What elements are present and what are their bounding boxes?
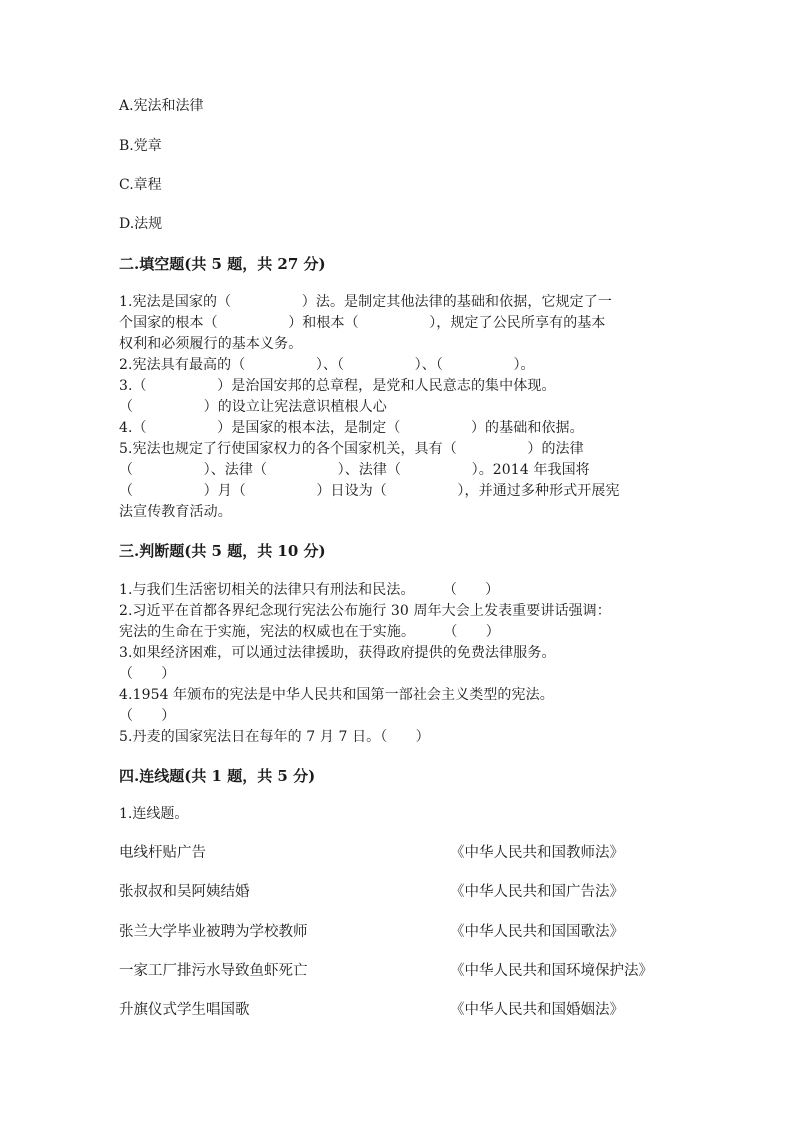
match-right-item: 《中华人民共和国教师法》 [450, 845, 624, 861]
true-false-line: 4.1954 年颁布的宪法是中华人民共和国第一部社会主义类型的宪法。 [119, 687, 554, 703]
match-right-item: 《中华人民共和国广告法》 [450, 884, 624, 900]
fill-blank-line: 权利和必须履行的基本义务。 [119, 336, 303, 352]
true-false-line: 宪法的生命在于实施，宪法的权威也在于实施。 （ ） [119, 624, 500, 640]
true-false-line: 5.丹麦的国家宪法日在每年的 7 月 7 日。（ ） [119, 729, 430, 745]
fill-blank-line: （ ）、法律（ ）、法律（ ）。2014 年我国将 [119, 462, 590, 478]
matching-question: 1.连线题。 [119, 806, 189, 822]
fill-blank-line: 4.（ ）是国家的根本法，是制定（ ）的基础和依据。 [119, 420, 584, 436]
match-left-item: 升旗仪式学生唱国歌 [119, 1002, 250, 1018]
true-false-line: 3.如果经济困难，可以通过法律援助，获得政府提供的免费法律服务。 [119, 645, 556, 661]
section-heading-matching: 四.连线题(共 1 题，共 5 分) [119, 767, 316, 785]
fill-blank-line: 法宣传教育活动。 [119, 504, 232, 520]
section-heading-true-false: 三.判断题(共 5 题，共 10 分) [119, 542, 326, 560]
option-b: B.党章 [119, 138, 162, 154]
option-d: D.法规 [119, 216, 163, 232]
option-c: C.章程 [119, 177, 162, 193]
fill-blank-line: 个国家的根本（ ）和根本（ ），规定了公民所享有的基本 [119, 315, 606, 331]
match-right-item: 《中华人民共和国国歌法》 [450, 924, 624, 940]
option-a: A.宪法和法律 [119, 98, 204, 114]
match-right-item: 《中华人民共和国婚姻法》 [450, 1002, 624, 1018]
fill-blank-line: 2.宪法具有最高的（ ）、（ ）、（ ）。 [119, 357, 535, 373]
match-left-item: 张兰大学毕业被聘为学校教师 [119, 924, 308, 940]
match-left-item: 电线杆贴广告 [119, 845, 206, 861]
fill-blank-line: 1.宪法是国家的（ ）法。是制定其他法律的基础和依据，它规定了一 [119, 294, 612, 310]
true-false-line: （ ） [119, 666, 176, 682]
true-false-line: 1.与我们生活密切相关的法律只有刑法和民法。 （ ） [119, 582, 500, 598]
true-false-line: （ ） [119, 708, 176, 724]
section-heading-fill-blank: 二.填空题(共 5 题，共 27 分) [119, 255, 326, 273]
fill-blank-line: （ ）的设立让宪法意识植根人心 [119, 399, 387, 415]
true-false-line: 2.习近平在首都各界纪念现行宪法公布施行 30 周年大会上发表重要讲话强调： [119, 603, 611, 619]
match-right-item: 《中华人民共和国环境保护法》 [450, 963, 653, 979]
fill-blank-line: 3.（ ）是治国安邦的总章程，是党和人民意志的集中体现。 [119, 378, 556, 394]
match-left-item: 张叔叔和吴阿姨结婚 [119, 884, 250, 900]
match-left-item: 一家工厂排污水导致鱼虾死亡 [119, 963, 308, 979]
fill-blank-line: （ ）月（ ）日设为（ ），并通过多种形式开展宪 [119, 483, 620, 499]
fill-blank-line: 5.宪法也规定了行使国家权力的各个国家机关，具有（ ）的法律 [119, 441, 584, 457]
